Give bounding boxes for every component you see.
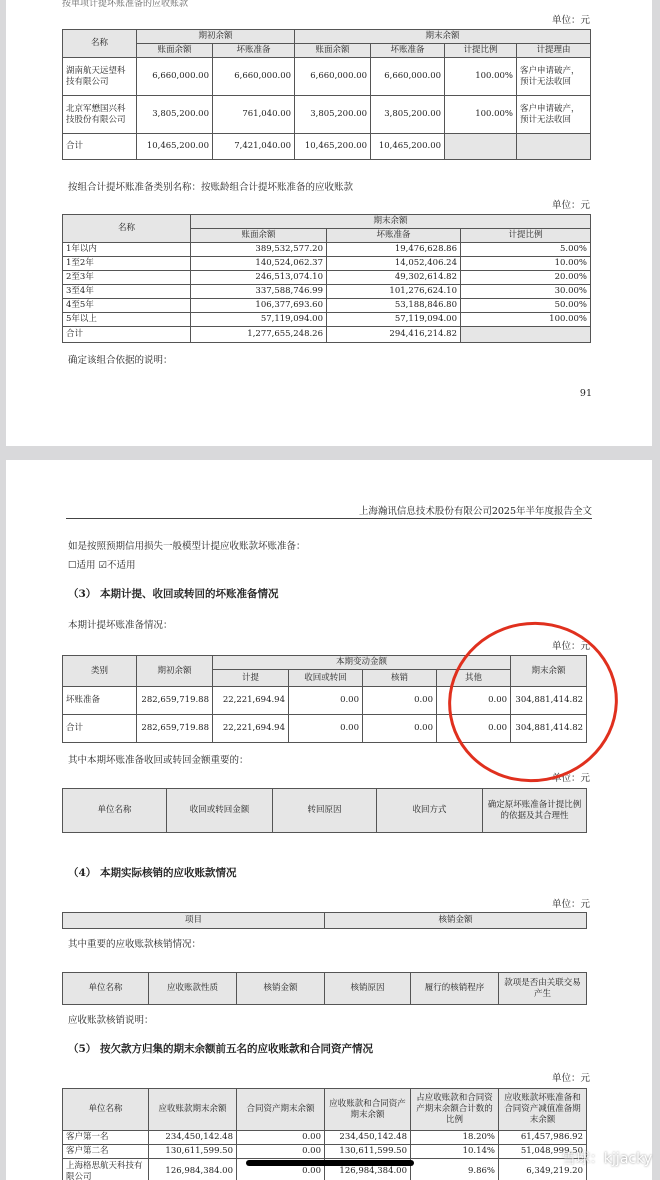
table-row: 4至5年 106,377,693.60 53,188,846.80 50.00% (63, 299, 591, 313)
table-row: 1年以内 389,532,577.20 19,476,628.86 5.00% (63, 243, 591, 257)
single-item-bad-debt-table (62, 29, 591, 160)
col-begin: 期初余额 (137, 656, 213, 687)
section-4-note-2: 应收账款核销说明： (68, 1015, 154, 1026)
header-rule (66, 518, 592, 519)
unit-label: 单位：元 (551, 773, 590, 784)
section-3-title: （3） 本期计提、收回或转回的坏账准备情况 (68, 588, 279, 600)
ecl-note: 如是按照预期信用损失一般模型计提应收账款坏账准备： (68, 541, 306, 552)
report-page-1 (6, 0, 652, 446)
major-writeoff-table: 单位名称 应收账款性质 核销金额 核销原因 履行的核销程序 款项是否由关联交易产生 (62, 972, 587, 1005)
unit-label: 单位：元 (551, 641, 590, 652)
col-bad: 坏账准备 (213, 44, 295, 58)
section-5-title: （5） 按欠款方归集的期末余额前五名的应收账款和合同资产情况 (68, 1043, 373, 1055)
table-row: 坏账准备 282,659,719.88 22,221,694.94 0.00 0.00 0.00 304,881,414.82 (63, 687, 587, 715)
col-writeoff: 核销 (363, 670, 437, 687)
table-total-row: 合计 282,659,719.88 22,221,694.94 0.00 0.00 0.00 304,881,414.82 (63, 715, 587, 743)
group-note: 按组合计提坏账准备类别名称：按账龄组合计提坏账准备的应收账款 (68, 182, 354, 193)
unit-label: 单位：元 (551, 1073, 590, 1084)
col-end: 期末余额 (295, 30, 591, 44)
section-3-subtitle: 本期计提坏账准备情况： (68, 620, 173, 631)
col-bad: 坏账准备 (327, 229, 461, 243)
section-4-title: （4） 本期实际核销的应收账款情况 (68, 867, 237, 879)
report-header: 上海瀚讯信息技术股份有限公司2025年半年度报告全文 (358, 506, 592, 517)
aging-bad-debt-table (62, 214, 591, 343)
table-row: 客户第二名 130,611,599.50 0.00 130,611,599.50 10.14% 51,048,999.50 (63, 1145, 587, 1159)
table-row: 1至2年 140,524,062.37 14,052,406.24 10.00% (63, 257, 591, 271)
cut-off-heading: 按单项计提坏账准备的应收账款 (62, 0, 189, 9)
col-recovery: 收回或转回 (289, 670, 363, 687)
col-name: 名称 (63, 215, 191, 243)
writeoff-table: 项目 核销金额 (62, 912, 587, 929)
table-row: 上海格思航天科技有限公司 126,984,384.00 0.00 126,984,384.00 9.86% 6,349,219.20 (63, 1159, 587, 1180)
col-book2: 账面余额 (295, 44, 371, 58)
col-other: 其他 (437, 670, 511, 687)
section-4-note: 其中重要的应收账款核销情况： (68, 939, 202, 950)
watermark: 雪球：kjjacky (561, 1151, 652, 1167)
col-book: 账面余额 (191, 229, 327, 243)
col-ratio: 计提比例 (461, 229, 591, 243)
section-3-note: 其中本期坏账准备收回或转回金额重要的： (68, 755, 249, 766)
page-number: 91 (579, 388, 592, 399)
table-row: 湖南航天远望科技有限公司 6,660,000.00 6,660,000.00 6,660,000.00 6,660,000.00 100.00% 客户申请破产，预计无法收回 (63, 58, 591, 96)
unit-label: 单位：元 (551, 15, 590, 26)
col-ratio: 计提比例 (445, 44, 517, 58)
table-total-row: 合计 1,277,655,248.26 294,416,214.82 (63, 327, 591, 343)
col-bad2: 坏账准备 (371, 44, 445, 58)
table-row: 3至4年 337,588,746.99 101,276,624.10 30.00% (63, 285, 591, 299)
ecl-options: ☐适用 ☑不适用 (68, 560, 136, 571)
recovery-detail-table: 单位名称 收回或转回金额 转回原因 收回方式 确定原坏账准备计提比例的依据及其合理性 (62, 788, 587, 833)
col-end: 期末余额 (191, 215, 591, 229)
col-begin: 期初余额 (137, 30, 295, 44)
col-reason: 计提理由 (517, 44, 591, 58)
col-change: 本期变动金额 (213, 656, 511, 670)
table-total-row: 合计 10,465,200.00 7,421,040.00 10,465,200.00 10,465,200.00 (63, 134, 591, 160)
col-end: 期末余额 (511, 656, 587, 687)
col-provision: 计提 (213, 670, 289, 687)
home-indicator-bar[interactable] (246, 1160, 414, 1166)
unit-label: 单位：元 (551, 899, 590, 910)
report-page-2 (6, 460, 652, 1180)
col-book: 账面余额 (137, 44, 213, 58)
table-row: 客户第一名 234,450,142.48 0.00 234,450,142.48 18.20% 61,457,986.92 (63, 1131, 587, 1145)
table-row: 5年以上 57,119,094.00 57,119,094.00 100.00% (63, 313, 591, 327)
basis-note: 确定该组合依据的说明： (68, 355, 173, 366)
col-name: 名称 (63, 30, 137, 58)
top-five-receivables-table: 单位名称 应收账款期末余额 合同资产期末余额 应收账款和合同资产期末余额 占应收账款和合同资产期末余额合计数的比例 应收账款坏账准备和合同资产减值准备期末余额 客户第一名 234,450,142.48 0.00 234,450,142.48 18.20% 61,457,986.92 客户第二名 130,611,599.50 0.00 130,611,599.50 10.14% 51,048,999.50 上海格思航天科技有限公司 126,984,384.00 0.00 126,984,384.00 9.86% 6,349,219.20 (62, 1088, 587, 1180)
unit-label: 单位：元 (551, 200, 590, 211)
table-row: 北京军懋国兴科技股份有限公司 3,805,200.00 761,040.00 3,805,200.00 3,805,200.00 100.00% 客户申请破产，预计无法收回 (63, 96, 591, 134)
col-type: 类别 (63, 656, 137, 687)
table-row: 2至3年 246,513,074.10 49,302,614.82 20.00% (63, 271, 591, 285)
